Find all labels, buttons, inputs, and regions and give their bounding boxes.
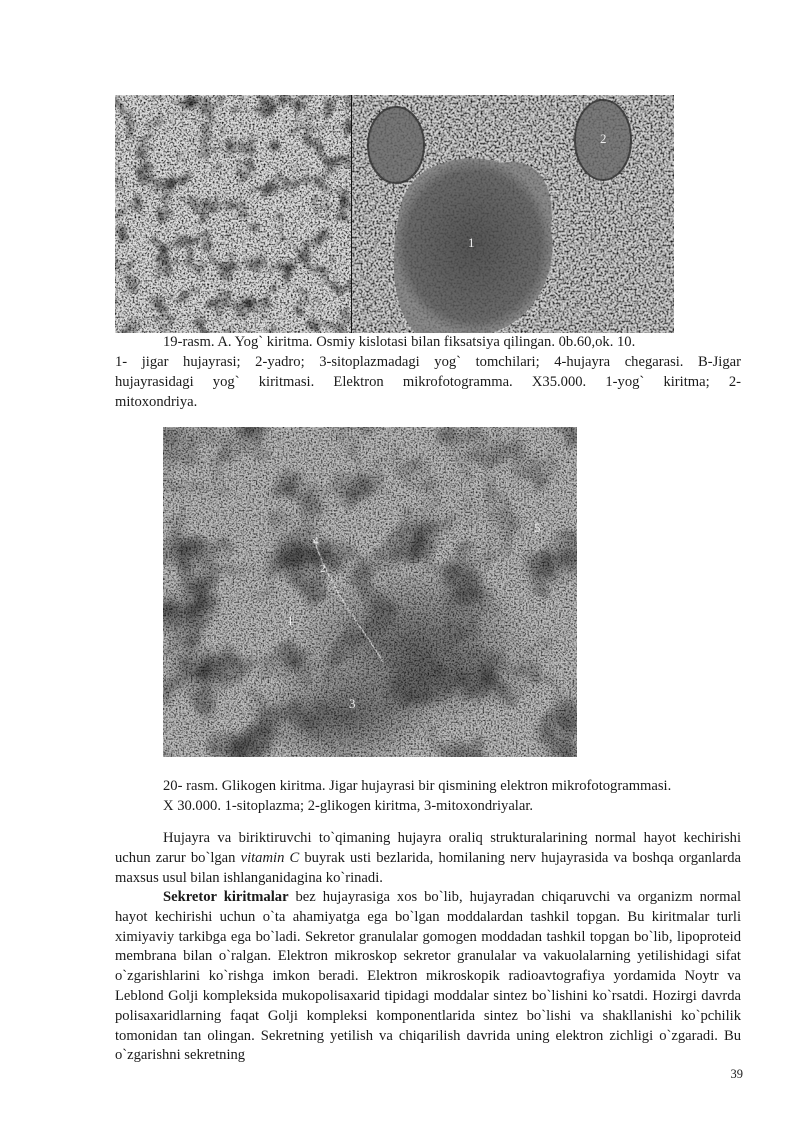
body-paragraph-1: [115, 829, 741, 888]
figure-19-caption-line4: mitoxondriya.: [115, 394, 198, 410]
figure-20-micrograph: [163, 427, 577, 757]
figure-20-label-2: 2: [320, 563, 326, 575]
figure-20-label-5: 5: [534, 520, 541, 535]
figure-20-caption-line1: 20- rasm. Glikogen kiritma. Jigar hujayrasi bir qismining elektron mikrofotogrammasi.: [163, 778, 672, 794]
page-number: 39: [730, 1067, 743, 1081]
figure-19b-label-2: 2: [600, 131, 607, 146]
figure-19-caption-line3: hujayrasidagi yog` kiritmasi. Elektron mikrofotogramma. X35.000. 1-yog` kiritma; 2-: [115, 374, 741, 390]
figure-20-label-4: 4: [313, 535, 319, 547]
body-paragraph-2: [115, 888, 741, 1066]
figure-20-caption-line2: X 30.000. 1-sitoplazma; 2-glikogen kiritma, 3-mitoxondriyalar.: [163, 798, 534, 814]
figure-19a-micrograph: [115, 95, 351, 333]
figure-20-label-3: 3: [349, 696, 356, 711]
figure-19b-micrograph: [351, 95, 674, 333]
p1-text-b: buyrak usti bezlarida, homilaning nerv hujayrasida va boshqa organlarda maxsus usul bilan ishlanganidagina ko`rinadi.: [115, 849, 741, 886]
figure-19-caption-line2: 1- jigar hujayrasi; 2-yadro; 3-sitoplazmadagi yog` tomchilari; 4-hujayra chegarasi. B-Jigar: [115, 354, 741, 370]
p1-vitamin-c: vitamin C: [240, 849, 300, 866]
figure-20-label-1: 1: [287, 613, 294, 628]
p2-term-sekretor-kiritmalar: Sekretor kiritmalar: [163, 889, 289, 905]
p2-text: bez hujayrasiga xos bo`lib, hujayradan chiqaruvchi va organizm normal hayot kechirishi uchun o`ta ahamiyatga ega bo`lgan moddalardan tashkil topgan. Bu kiritmalar turli ximiyaviy tarkibga ega bo`ladi. Sekretor granulalar gomogen moddadan tashkil topgan bo`lib, lipoproteid membrana bilan o`ralgan. Elektron mikroskop sekretor granulalar va vakuolalarning yetilishidagi sifat o`zgarishlarini ko`rishga imkon beradi. Elektron mikroskopik radioavtografiya yordamida Noytr va Leblond Golji kompleksida mukopolisaxarid tipidagi moddalar sintez bo`lishini ko`rsatdi. Hozirgi davrda polisaxaridlarning faqat Golji kompleksi komponentlarida sintez bo`lishi va shakllanishi ko`pchilik tomonidan tan olingan. Sekretning yetilish va chiqarilish davrida uning elektron zichligi o`zgaradi. Bu o`zgarishni sekretning: [115, 889, 742, 1064]
p1-text-a: Hujayra va biriktiruvchi to`qimaning hujayra oraliq strukturalarining normal hayot kechirishi uchun zarur bo`lgan: [115, 830, 741, 866]
figure-19b-label-1: 1: [468, 235, 475, 250]
figure-19-caption-line1: 19-rasm. A. Yog` kiritma. Osmiy kislotasi bilan fiksatsiya qilingan. 0b.60,ok. 10.: [163, 334, 636, 350]
